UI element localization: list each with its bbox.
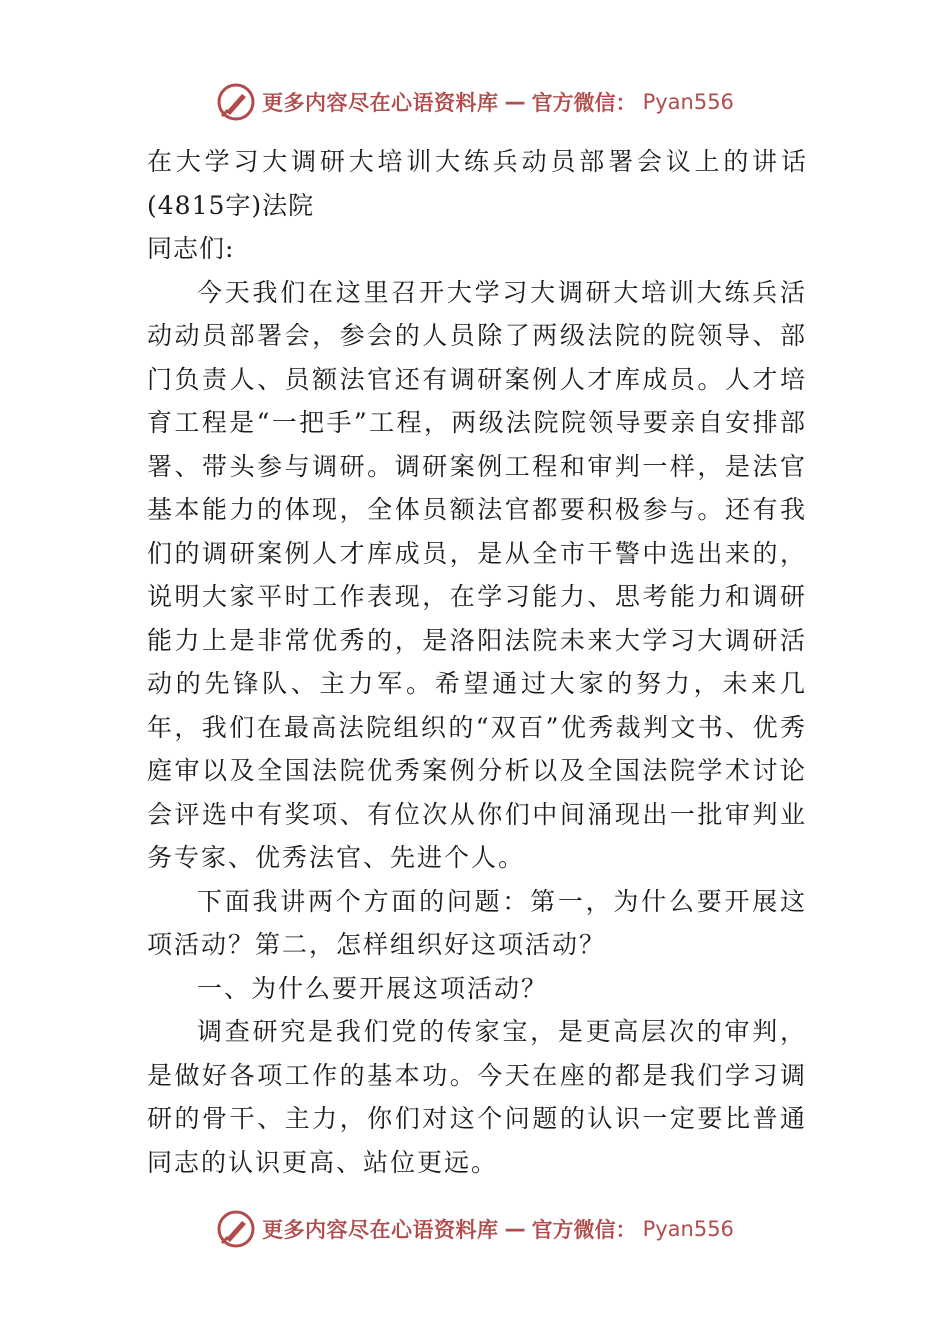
- pen-logo-icon: [216, 82, 256, 122]
- footer-banner: [0, 1207, 950, 1251]
- banner-separator: —: [504, 1217, 526, 1241]
- document-title: 在大学习大调研大培训大练兵动员部署会议上的讲话(4815字)法院: [147, 147, 807, 220]
- banner-wechat-id: Pyan556: [642, 1217, 734, 1241]
- salutation: 同志们:: [147, 234, 235, 263]
- paragraph: 今天我们在这里召开大学习大调研大培训大练兵活动动员部署会，参会的人员除了两级法院的院领导、部门负责人、员额法官还有调研案例人才库成员。人才培育工程是“一把手”工程，两级法院院领导要亲自安排部署、带头参与调研。调研案例工程和审判一样，是法官基本能力的体现，全体员额法官都要积极参与。还有我们的调研案例人才库成员，是从全市干警中选出来的，说明大家平时工作表现，在学习能力、思考能力和调研能力上是非常优秀的，是洛阳法院未来大学习大调研活动的先锋队、主力军。希望通过大家的努力，未来几年，我们在最高法院组织的“双百”优秀裁判文书、优秀庭审以及全国法院优秀案例分析以及全国法院学术讨论会评选中有奖项、有位次从你们中间涌现出一批审判业务专家、优秀法官、先进个人。: [147, 277, 807, 872]
- banner-wechat-label: 官方微信：: [531, 1218, 637, 1242]
- banner-site-text: 更多内容尽在心语资料库: [262, 91, 499, 115]
- header-banner: [0, 80, 950, 124]
- banner-wechat-label: 官方微信：: [531, 91, 637, 115]
- pen-logo-icon: [216, 1209, 256, 1249]
- section-heading: 一、为什么要开展这项活动？: [197, 973, 549, 1003]
- paragraph: 调查研究是我们党的传家宝，是更高层次的审判，是做好各项工作的基本功。今天在座的都是我们学习调研的骨干、主力，你们对这个问题的认识一定要比普通同志的认识更高、站位更远。: [147, 1017, 807, 1177]
- paragraph: 下面我讲两个方面的问题：第一，为什么要开展这项活动？第二，怎样组织好这项活动？: [147, 886, 807, 959]
- banner-site-text: 更多内容尽在心语资料库: [262, 1218, 499, 1242]
- banner-separator: —: [504, 90, 526, 114]
- document-body: [147, 140, 807, 1184]
- banner-wechat-id: Pyan556: [642, 90, 734, 114]
